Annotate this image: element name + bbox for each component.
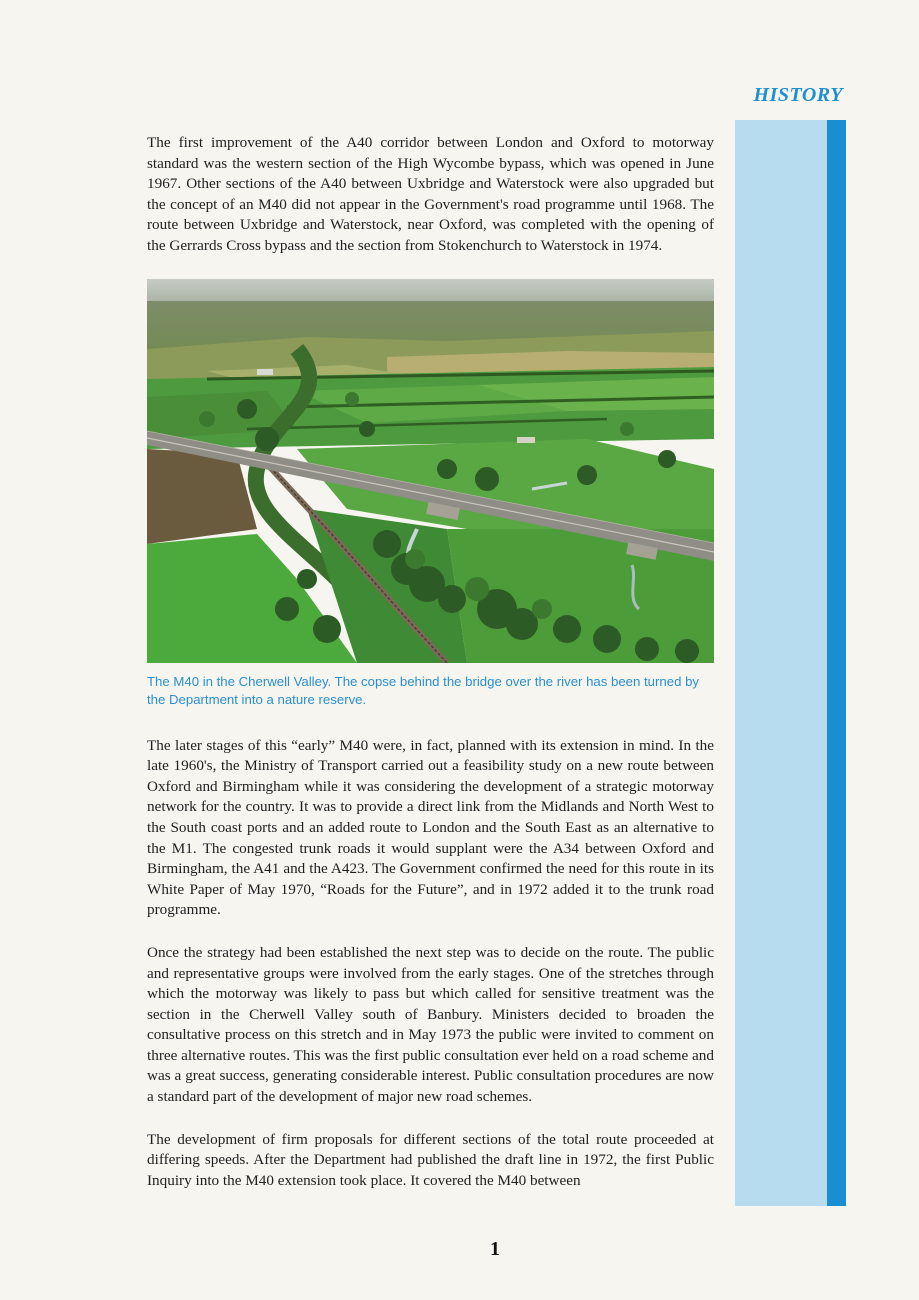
side-band-light bbox=[735, 120, 827, 1206]
paragraph-4: The development of firm proposals for different sections of the total route proceeded at differing speeds. After the Department had published the draft line in 1972, the first Public Inquiry into the M40 extension took place. It covered the M40 between bbox=[147, 1130, 714, 1189]
paragraph-1: The first improvement of the A40 corridor between London and Oxford to motorway standard was the western section of the High Wycombe bypass, which was opened in June 1967. Other sections of the A40 between Uxbridge and Waterstock were also upgraded but the concept of an M40 did not appear in the Government's road programme until 1968. The route between Uxbridge and Waterstock, near Oxford, was completed with the opening of the Gerrards Cross bypass and the section from Stokenchurch to Waterstock in 1974. bbox=[147, 134, 714, 254]
page-number: 1 bbox=[490, 1238, 500, 1260]
aerial-photo bbox=[147, 279, 714, 663]
paragraph-2: The later stages of this “early” M40 were, in fact, planned with its extension in mind. In the late 1960's, the Ministry of Transport carried out a feasibility study on a new route between Oxford and Birmingham while it was considering the development of a strategic motorway network for the country. It was to provide a direct link from the Midlands and North West to the South coast ports and an added route to London and the South East as an alternative to the M1. The congested trunk roads it would supplant were the A34 between Oxford and Birmingham, the A41 and the A423. The Government confirmed the need for this route in its White Paper of May 1970, “Roads for the Future”, and in 1972 added it to the trunk road programme. bbox=[147, 736, 714, 919]
page-content bbox=[147, 133, 714, 1213]
photo-caption: The M40 in the Cherwell Valley. The copse behind the bridge over the river has been turned by the Department into a nature reserve. bbox=[147, 673, 699, 708]
paragraph-3: Once the strategy had been established the next step was to decide on the route. The public and representative groups were involved from the early stages. One of the stretches through which the motorway was likely to pass but which called for sensitive treatment was the section in the Cherwell Valley south of Banbury. Ministers decided to broaden the consultative process on this stretch and in May 1973 the public were invited to comment on three alternative routes. This was the first public consultation ever held on a road scheme and was a great success, generating considerable interest. Public consultation procedures are now a standard part of the development of major new road schemes. bbox=[147, 943, 714, 1106]
section-heading: HISTORY bbox=[753, 84, 843, 106]
side-band-dark bbox=[827, 120, 846, 1206]
